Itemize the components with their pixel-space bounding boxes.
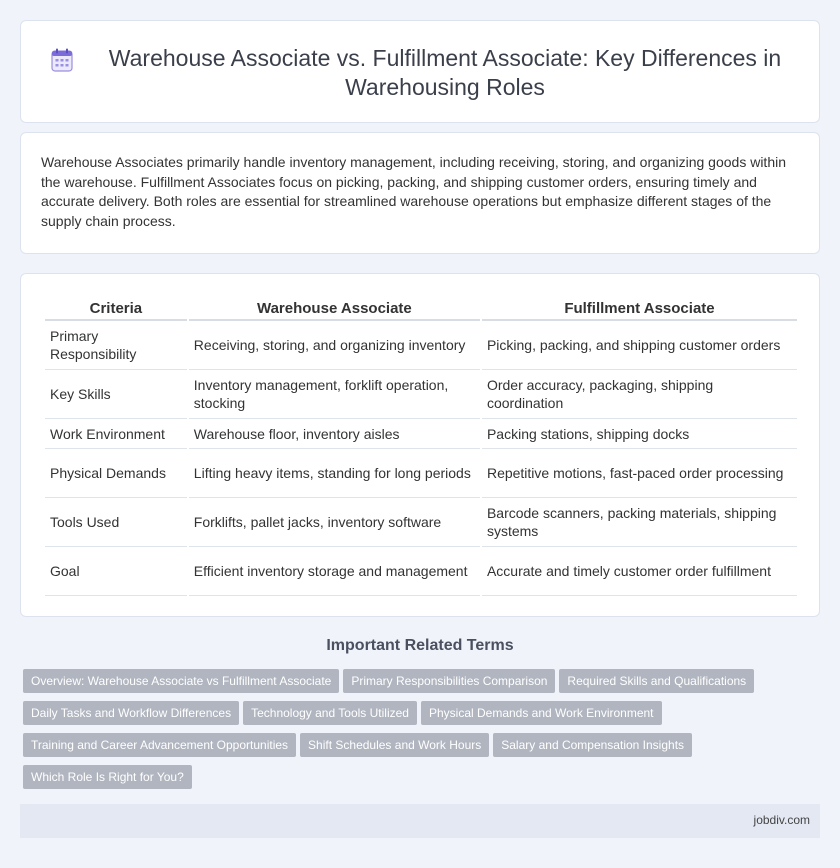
related-term-tag[interactable]: Overview: Warehouse Associate vs Fulfillment Associate — [23, 669, 339, 693]
row-fulfillment-value: Barcode scanners, packing materials, shipping systems — [482, 498, 797, 547]
related-term-tag[interactable]: Physical Demands and Work Environment — [421, 701, 662, 725]
row-warehouse-value: Lifting heavy items, standing for long periods — [189, 449, 480, 498]
table-row — [45, 419, 797, 449]
related-term-tag[interactable]: Training and Career Advancement Opportunities — [23, 733, 296, 757]
table-header-row — [45, 294, 797, 321]
row-warehouse-value: Inventory management, forklift operation, stocking — [189, 370, 480, 419]
related-term-tag[interactable]: Primary Responsibilities Comparison — [343, 669, 555, 693]
row-fulfillment-value: Repetitive motions, fast-paced order processing — [482, 449, 797, 498]
header-criteria: Criteria — [45, 294, 187, 321]
related-terms-list — [23, 669, 783, 797]
related-term-tag[interactable]: Required Skills and Qualifications — [559, 669, 754, 693]
related-term-tag[interactable]: Salary and Compensation Insights — [493, 733, 692, 757]
row-warehouse-value: Warehouse floor, inventory aisles — [189, 419, 480, 449]
comparison-card — [20, 273, 820, 617]
row-criteria: Tools Used — [45, 498, 187, 547]
footer-site-link[interactable]: jobdiv.com — [753, 813, 810, 827]
footer — [20, 804, 820, 838]
table-row — [45, 498, 797, 547]
intro-paragraph: Warehouse Associates primarily handle inventory management, including receiving, storing, and organizing goods within the warehouse. Fulfillment Associates focus on picking, packing, and shipping customer orders, ensuring timely and accurate delivery. Both roles are essential for streamlined warehouse operations but emphasize different stages of the supply chain process. — [41, 154, 787, 229]
related-terms-heading: Important Related Terms — [326, 637, 514, 654]
row-fulfillment-value: Accurate and timely customer order fulfillment — [482, 547, 797, 596]
row-criteria: Primary Responsibility — [45, 321, 187, 370]
related-term-tag[interactable]: Shift Schedules and Work Hours — [300, 733, 489, 757]
comparison-table — [43, 294, 799, 596]
row-criteria: Goal — [45, 547, 187, 596]
table-row — [45, 547, 797, 596]
related-term-tag[interactable]: Technology and Tools Utilized — [243, 701, 417, 725]
calendar-icon — [51, 48, 73, 72]
row-criteria: Work Environment — [45, 419, 187, 449]
table-row — [45, 370, 797, 419]
row-fulfillment-value: Order accuracy, packaging, shipping coordination — [482, 370, 797, 419]
row-criteria: Physical Demands — [45, 449, 187, 498]
row-warehouse-value: Efficient inventory storage and management — [189, 547, 480, 596]
table-row — [45, 321, 797, 370]
intro-card — [20, 132, 820, 254]
related-term-tag[interactable]: Daily Tasks and Workflow Differences — [23, 701, 239, 725]
related-term-tag[interactable]: Which Role Is Right for You? — [23, 765, 192, 789]
header-fulfillment-associate: Fulfillment Associate — [482, 294, 797, 321]
row-criteria: Key Skills — [45, 370, 187, 419]
page-title: Warehouse Associate vs. Fulfillment Associate: Key Differences in Warehousing Roles — [108, 45, 782, 100]
row-warehouse-value: Forklifts, pallet jacks, inventory software — [189, 498, 480, 547]
row-warehouse-value: Receiving, storing, and organizing inventory — [189, 321, 480, 370]
title-card — [20, 20, 820, 123]
row-fulfillment-value: Picking, packing, and shipping customer orders — [482, 321, 797, 370]
row-fulfillment-value: Packing stations, shipping docks — [482, 419, 797, 449]
table-row — [45, 449, 797, 498]
header-warehouse-associate: Warehouse Associate — [189, 294, 480, 321]
